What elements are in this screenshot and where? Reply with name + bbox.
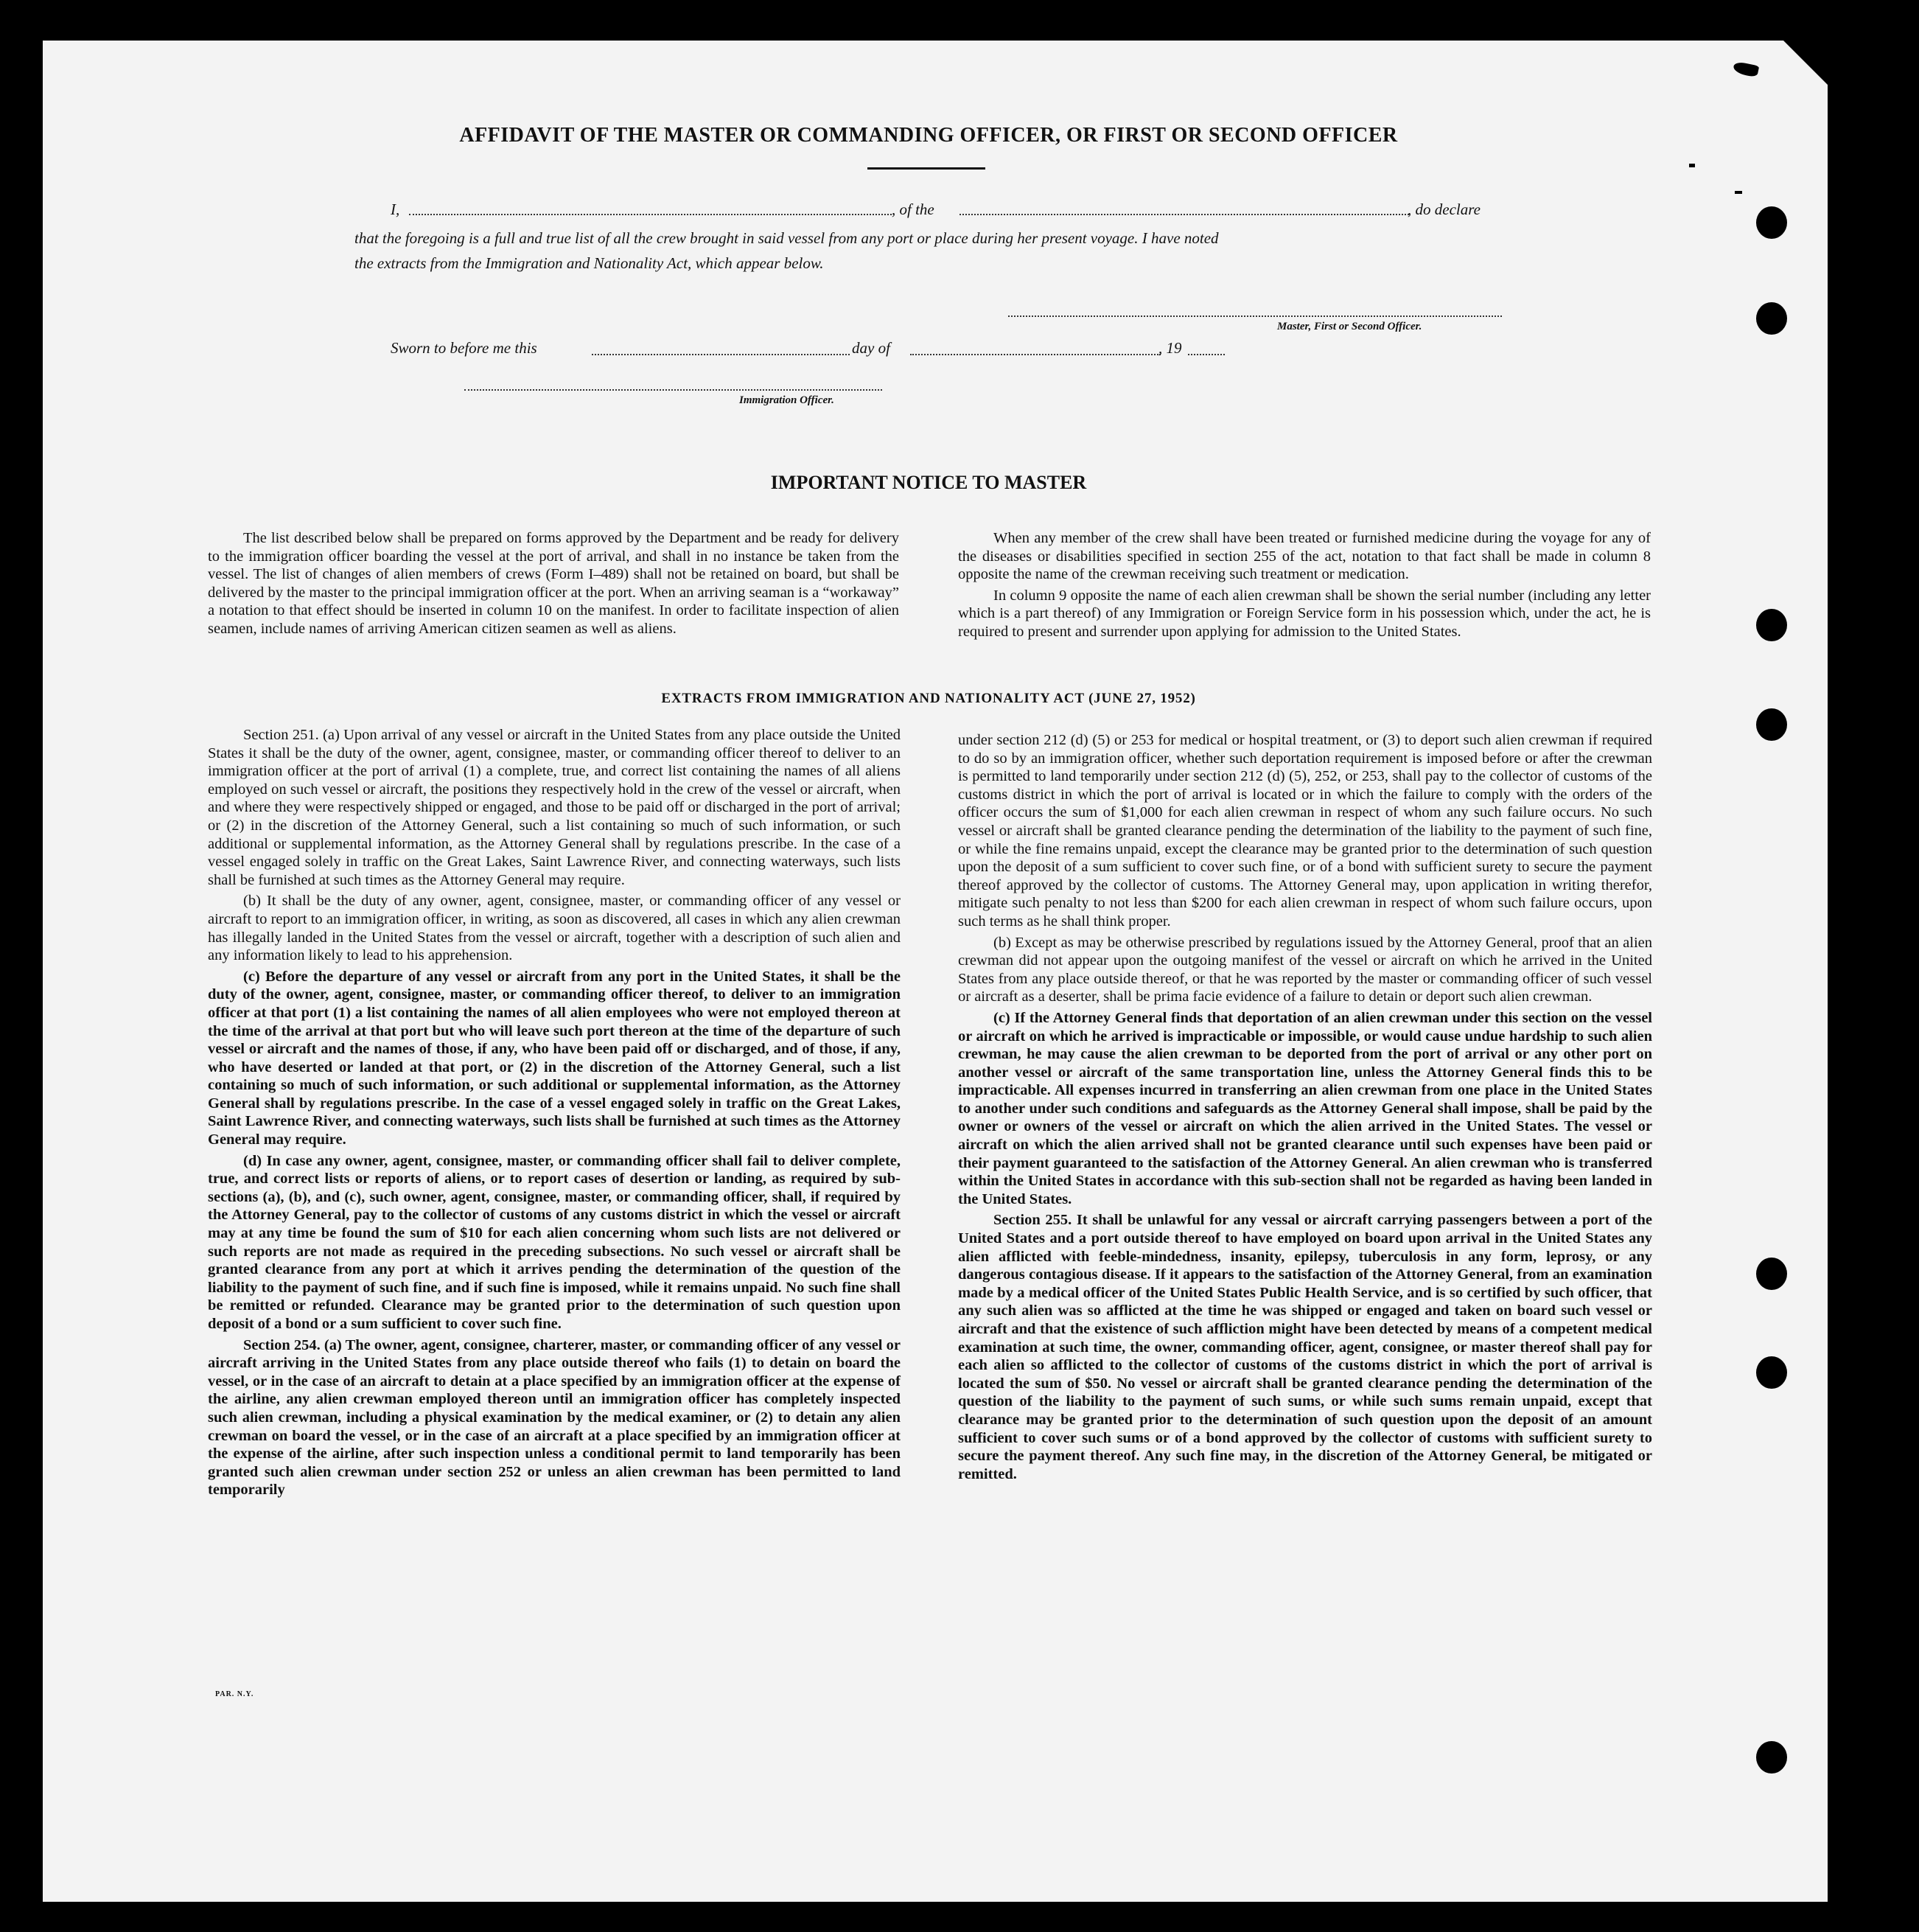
notice-paragraph: The list described below shall be prepared on forms approved by the Department and be ready for delivery to the immigration officer boarding the vessel at the port of arrival, and shall in no instance be taken from the vessel. The list of changes of alien members of crews (Form I–489) shall not be retained on board, but shall be delivered by the master to the principal immigration officer at the port. When an arriving seaman is a “workaway” a notation to that effect should be inserted in column 10 on the manifest. In order to facilitate inspection of alien seamen, include names of arriving American citizen seamen as well as aliens. <box>208 530 899 637</box>
notice-right-column <box>958 529 1651 644</box>
day-of-label: day of <box>852 339 890 357</box>
binder-hole <box>1756 1258 1787 1290</box>
section-255: Section 255. It shall be unlawful for any vessal or aircraft carrying passengers between a port of the United States and a port outside thereof to have employed on board upon arrival in the United States any alien afflicted with feeble-mindedness, insanity, epilepsy, tuberculosis in any form, leprosy, or any dangerous contagious disease. If it appears to the satisfaction of the Attorney General, from an examination made by a medical officer of the United States Public Health Service, and is so certified by such officer, that any such alien was so afflicted at the time he was shipped or engaged and taken on board such vessel or aircraft and that the existence of such affliction might have been detected by means of a competent medical examination at such time, the owner, commanding officer, agent, consignee, or master thereof shall pay for each alien so afflicted to the collector of customs of the customs district in which the port of arrival is located the sum of $50. No vessel or aircraft shall be granted clearance pending the determination of the question of the liability to the payment of such sums, or while such sums remain unpaid, except that clearance may be granted prior to the determination of such question upon the deposit of an amount sufficient to cover such sums or of a bond approved by the collector of customs with sufficient surety to secure the payment thereof. Any such fine may, in the discretion of the Attorney General, be mitigated or remitted. <box>958 1212 1652 1482</box>
affidavit-title: AFFIDAVIT OF THE MASTER OR COMMANDING OFFICER, OR FIRST OR SECOND OFFICER <box>459 124 1398 147</box>
scan-mark <box>1735 191 1742 194</box>
binder-hole <box>1756 1741 1787 1774</box>
declarant-prefix: I, <box>391 200 400 218</box>
extracts-title: EXTRACTS FROM IMMIGRATION AND NATIONALITY ACT (JUNE 27, 1952) <box>661 691 1196 706</box>
section-254a: Section 254. (a) The owner, agent, consignee, charterer, master, or commanding officer of any vessel or aircraft arriving in the United States from any place outside thereof who fails (1) to detain on board the vessel, or in the case of an aircraft to detain at a place specified by an immigration officer at the expense of the airline, any alien crewman employed thereon until an immigration officer has completely inspected such alien crewman, including a physical examination by the medical examiner, or (2) to detain any alien crewman on board the vessel, or in the case of an aircraft at a place specified by an immigration officer at the expense of the airline, after such inspection unless a conditional permit to land temporarily has been granted such alien crewman under section 252 or unless an alien crewman has been permitted to land temporarily <box>208 1336 901 1499</box>
section-254c: (c) If the Attorney General finds that deportation of an alien crewman under this section on the vessel or aircraft on which he arrived is impracticable or impossible, or would cause undue hardship to such alien crewman, he may cause the alien crewman to be deported from the port of arrival or any other port on another vessel or aircraft of the same transportation line, unless the Attorney General finds this to be impracticable. All expenses incurred in transferring an alien crewman from one place in the United States to another under such conditions and safeguards as the Attorney General shall impose, shall be paid by the owner or owners of the vessel or aircraft on which the alien arrived in the United States. The vessel or aircraft on which the alien arrived shall not be granted clearance until such expenses have been paid or their payment guaranteed to the satisfaction of the Attorney General. An alien crewman who is transferred within the United States in accordance with this sub-section shall not be regarded as having been landed in the United States. <box>958 1009 1652 1207</box>
scan-mark <box>1689 164 1695 167</box>
notice-title: IMPORTANT NOTICE TO MASTER <box>770 472 1087 493</box>
section-254b: (b) Except as may be otherwise prescribed by regulations issued by the Attorney General, proof that an alien crewman did not appear upon the outgoing manifest of the vessel or aircraft on which he arrived in the United States from any place outside thereof, or that he was reported by the master or commanding officer of such vessel or aircraft as a deserter, shall be prima facie evidence of a failure to detain or deport such alien crewman. <box>958 934 1652 1005</box>
binder-hole <box>1756 1356 1787 1389</box>
sworn-year-field[interactable] <box>1188 354 1225 355</box>
year-prefix: , 19 <box>1158 339 1182 357</box>
declaration-line-2: that the foregoing is a full and true list of all the crew brought in said vessel from any port or place during her present voyage. I have noted <box>354 229 1219 247</box>
notice-left-column <box>208 529 899 641</box>
declarant-name-field[interactable] <box>409 214 892 215</box>
officer-signature-label: Immigration Officer. <box>739 394 834 406</box>
printer-mark: PAR. N.Y. <box>215 1690 254 1698</box>
sworn-prefix: Sworn to before me this <box>391 339 537 357</box>
title-divider <box>867 167 985 170</box>
binder-hole <box>1756 302 1787 335</box>
section-254a-continued: under section 212 (d) (5) or 253 for medical or hospital treatment, or (3) to deport such alien crewman if required to do so by an immigration officer, whether such deportation requirement is imposed before or after the crewman is permitted to land temporarily under section 212 (d) (5), 252, or 253, shall pay to the collector of customs of the customs district in which the port of arrival is located or in which the failure to comply with the orders of the officer occurs the sum of $1,000 for each alien crewman in respect of whom any such failure occurs. No such vessel or aircraft shall be granted clearance pending the determination of the liability to the payment of such fine, or while the fine remains unpaid, except the clearance may be granted prior to the determination of such question upon the deposit of a sum sufficient to cover such fine, or of a bond with sufficient surety to secure the payment thereof approved by the collector of customs. The Attorney General may, upon application in writing therefor, mitigate such penalty to not less than $200 for each alien crewman in respect of whom such failure occurs, upon such terms as he shall think proper. <box>958 732 1652 930</box>
notice-paragraph: When any member of the crew shall have been treated or furnished medicine during the voyage for any of the diseases or disabilities specified in section 255 of the act, notation to that fact shall be made in column 8 opposite the name of the crewman receiving such treatment or medication. <box>958 530 1651 583</box>
binder-hole <box>1756 708 1787 741</box>
binder-hole <box>1756 609 1787 641</box>
section-251c: (c) Before the departure of any vessel or aircraft from any port in the United States, it shall be the duty of the owner, agent, consignee, master, or commanding officer thereof, to deliver to an immigration officer at that port (1) a list containing the names of all alien employees who were not employed thereon at the time of the arrival at that port but who will leave such port thereon at the time of the departure of such vessel or aircraft and the names of those, if any, who have been paid off or discharged, and of those, if any, who have deserted or landed at that port, or (2) in the discretion of the Attorney General, such a list containing so much of such information, or such additional or supplemental information, as the Attorney General shall by regulations prescribe. In the case of a vessel engaged solely in traffic on the Great Lakes, Saint Lawrence River, and connecting waterways, such lists shall be furnished at such times as the Attorney General may require. <box>208 968 901 1148</box>
sworn-day-field[interactable] <box>592 354 850 355</box>
master-signature-label: Master, First or Second Officer. <box>1277 321 1422 332</box>
officer-signature-field[interactable] <box>464 389 882 391</box>
folded-corner <box>1783 41 1835 92</box>
sworn-month-field[interactable] <box>910 354 1161 355</box>
of-the-label: , of the <box>892 200 934 218</box>
vessel-name-field[interactable] <box>960 214 1409 215</box>
master-signature-field[interactable] <box>1008 315 1502 317</box>
extracts-right-column <box>958 731 1652 1486</box>
extracts-left-column <box>208 726 901 1502</box>
section-251d: (d) In case any owner, agent, consignee, master, or commanding officer shall fail to deliver complete, true, and correct lists or reports of aliens, or to report cases of desertion or landing, as required by sub-sections (a), (b), and (c), such owner, agent, consignee, master, or commanding officer, shall, if required by the Attorney General, pay to the collector of customs of any customs district in which the vessel or aircraft may at any time be found the sum of $10 for each alien concerning whom such lists are not delivered or such reports are not made as required in the preceding subsections. No such vessel or aircraft shall be granted clearance from any port at which it arrives pending the determination of the question of the liability to the payment of such fine, and if such fine is imposed, while it remains unpaid. No such fine shall be remitted or refunded. Clearance may be granted prior to the determination of such question upon deposit of a bond or a sum sufficient to cover such fine. <box>208 1152 901 1332</box>
section-251b: (b) It shall be the duty of any owner, agent, consignee, master, or commanding officer of any vessel or aircraft to report to an immigration officer, in writing, as soon as discovered, all cases in which any alien crewman has illegally landed in the United States from the vessel or aircraft, together with a description of such alien and any information likely to lead to his apprehension. <box>208 893 901 964</box>
do-declare-label: , do declare <box>1408 200 1481 218</box>
notice-paragraph: In column 9 opposite the name of each alien crewman shall be shown the serial number (including any letter which is a part thereof) of any Immigration or Foreign Service form in his possession which, under the act, he is required to present and surrender upon applying for admission to the United States. <box>958 587 1651 640</box>
binder-hole <box>1756 206 1787 239</box>
section-251a: Section 251. (a) Upon arrival of any vessel or aircraft in the United States from any place outside the United States it shall be the duty of the owner, agent, consignee, master, or commanding officer thereof to deliver to an immigration officer at the port of arrival (1) a complete, true, and correct list containing the names of all aliens employed on such vessel or aircraft, the positions they respectively hold in the crew of the vessel or aircraft, when and where they were respectively shipped or engaged, and those to be paid off or discharged in the port of arrival; or (2) in the discretion of the Attorney General, such a list containing so much of such information, or such additional or supplemental information, as the Attorney General shall by regulations prescribe. In the case of a vessel engaged solely in traffic on the Great Lakes, Saint Lawrence River, and connecting waterways, such lists shall be furnished at such times as the Attorney General may require. <box>208 727 901 888</box>
declaration-line-3: the extracts from the Immigration and Nationality Act, which appear below. <box>354 254 824 272</box>
